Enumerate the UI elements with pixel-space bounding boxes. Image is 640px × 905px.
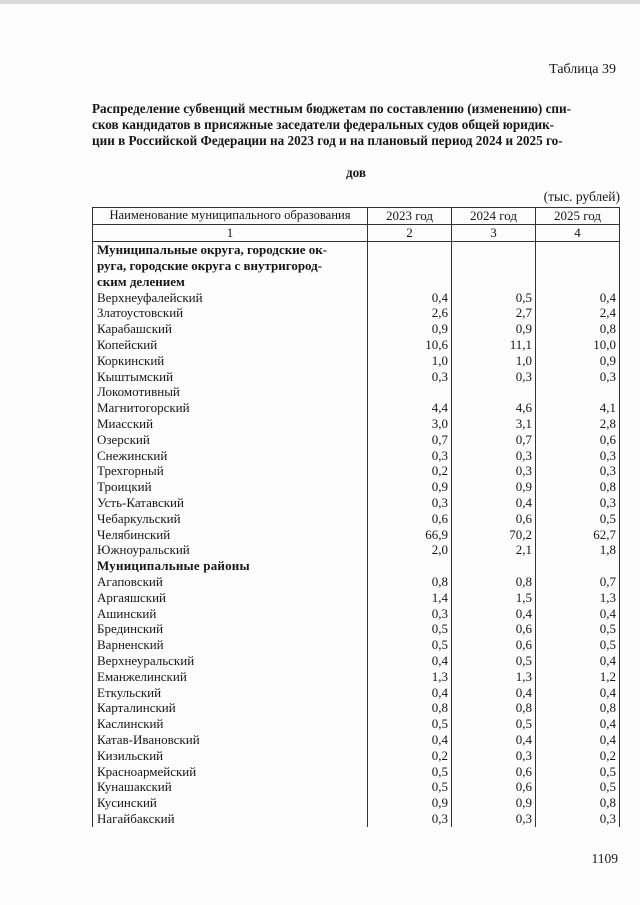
table-row <box>93 337 620 353</box>
value-2023: 3,0 <box>368 416 452 432</box>
title-line: дов <box>345 165 367 180</box>
value-2025: 0,5 <box>536 621 620 637</box>
value-2023: 0,4 <box>368 685 452 701</box>
scan-edge <box>0 0 640 4</box>
municipality-name: Еманжелинский <box>93 669 368 685</box>
municipality-name: Златоустовский <box>93 305 368 321</box>
empty-cell <box>536 241 620 290</box>
value-2023: 0,9 <box>368 479 452 495</box>
value-2025: 0,3 <box>536 448 620 464</box>
header-2025: 2025 год <box>536 208 620 225</box>
value-2025: 1,3 <box>536 590 620 606</box>
value-2024: 0,6 <box>452 779 536 795</box>
table-row <box>93 527 620 543</box>
section-heading-line: ским делением <box>97 273 185 289</box>
header-row <box>93 208 620 225</box>
table-row <box>93 748 620 764</box>
table-row <box>93 479 620 495</box>
municipality-name: Южноуральский <box>93 542 368 558</box>
value-2025: 0,8 <box>536 321 620 337</box>
value-2024: 0,9 <box>452 479 536 495</box>
municipality-name: Карталинский <box>93 700 368 716</box>
value-2024: 0,6 <box>452 637 536 653</box>
section-heading: Муниципальные районы <box>93 558 368 574</box>
municipality-name: Красноармейский <box>93 764 368 780</box>
value-2025: 0,8 <box>536 479 620 495</box>
title-line: ции в Российской Федерации на 2023 год и на плановый период 2024 и 2025 го- <box>92 133 563 148</box>
header-2023: 2023 год <box>368 208 452 225</box>
value-2025: 1,8 <box>536 542 620 558</box>
value-2024 <box>452 384 536 400</box>
value-2025: 0,3 <box>536 369 620 385</box>
value-2024: 0,9 <box>452 321 536 337</box>
value-2025: 0,3 <box>536 463 620 479</box>
municipality-name: Аргаяшский <box>93 590 368 606</box>
section-row-municipal-districts <box>93 558 620 574</box>
header-index-2: 2 <box>368 224 452 241</box>
value-2023: 0,2 <box>368 748 452 764</box>
header-index-1: 1 <box>93 224 368 241</box>
value-2024: 1,3 <box>452 669 536 685</box>
empty-cell <box>536 558 620 574</box>
value-2024: 0,8 <box>452 700 536 716</box>
table-row <box>93 716 620 732</box>
value-2025: 0,4 <box>536 685 620 701</box>
section-heading <box>93 241 368 290</box>
municipality-name: Брединский <box>93 621 368 637</box>
value-2024: 70,2 <box>452 527 536 543</box>
table-row <box>93 463 620 479</box>
value-2024: 0,7 <box>452 432 536 448</box>
table-row <box>93 448 620 464</box>
value-2024: 0,8 <box>452 574 536 590</box>
table-row <box>93 779 620 795</box>
value-2024: 1,5 <box>452 590 536 606</box>
value-2023: 0,8 <box>368 574 452 590</box>
value-2024: 4,6 <box>452 400 536 416</box>
municipality-name: Кизильский <box>93 748 368 764</box>
header-index-3: 3 <box>452 224 536 241</box>
value-2024: 0,3 <box>452 748 536 764</box>
value-2024: 3,1 <box>452 416 536 432</box>
municipality-name: Верхнеуфалейский <box>93 290 368 306</box>
table-row <box>93 700 620 716</box>
empty-cell <box>452 241 536 290</box>
empty-cell <box>368 241 452 290</box>
value-2023: 0,9 <box>368 321 452 337</box>
value-2025: 0,3 <box>536 811 620 827</box>
municipality-name: Еткульский <box>93 685 368 701</box>
municipality-name: Кунашакский <box>93 779 368 795</box>
value-2024: 0,5 <box>452 653 536 669</box>
value-2023: 1,0 <box>368 353 452 369</box>
header-index-4: 4 <box>536 224 620 241</box>
municipality-name: Озерский <box>93 432 368 448</box>
value-2024: 0,4 <box>452 495 536 511</box>
value-2024: 0,6 <box>452 511 536 527</box>
value-2025: 2,4 <box>536 305 620 321</box>
section-heading-line: Муниципальные округа, городские ок- <box>97 241 328 257</box>
table-row <box>93 574 620 590</box>
title-line: сков кандидатов в присяжные заседатели федеральных судов общей юридик- <box>92 117 555 132</box>
table-row <box>93 384 620 400</box>
value-2023: 4,4 <box>368 400 452 416</box>
value-2023: 10,6 <box>368 337 452 353</box>
header-index-row <box>93 224 620 241</box>
value-2025: 0,4 <box>536 716 620 732</box>
value-2024: 0,3 <box>452 463 536 479</box>
table-row <box>93 621 620 637</box>
page-number: 1109 <box>591 851 618 866</box>
value-2023: 0,3 <box>368 811 452 827</box>
table-row <box>93 811 620 827</box>
value-2025: 0,8 <box>536 795 620 811</box>
municipality-name: Усть-Катавский <box>93 495 368 511</box>
value-2025 <box>536 384 620 400</box>
section-row-municipal-okrugs <box>93 241 620 290</box>
value-2025: 0,4 <box>536 290 620 306</box>
value-2024: 0,5 <box>452 290 536 306</box>
value-2025: 0,7 <box>536 574 620 590</box>
municipality-name: Челябинский <box>93 527 368 543</box>
municipality-name: Кусинский <box>93 795 368 811</box>
empty-cell <box>368 558 452 574</box>
value-2024: 0,6 <box>452 621 536 637</box>
value-2025: 0,5 <box>536 764 620 780</box>
value-2024: 0,3 <box>452 448 536 464</box>
value-2023: 0,4 <box>368 653 452 669</box>
units-label: (тыс. рублей) <box>543 189 620 204</box>
table-row <box>93 353 620 369</box>
municipality-name: Верхнеуральский <box>93 653 368 669</box>
table-row <box>93 400 620 416</box>
table-row <box>93 637 620 653</box>
value-2024: 2,7 <box>452 305 536 321</box>
value-2025: 10,0 <box>536 337 620 353</box>
value-2025: 0,5 <box>536 511 620 527</box>
table-body <box>93 241 620 827</box>
table-row <box>93 305 620 321</box>
value-2023: 0,3 <box>368 369 452 385</box>
value-2025: 0,3 <box>536 495 620 511</box>
value-2025: 2,8 <box>536 416 620 432</box>
value-2025: 0,4 <box>536 653 620 669</box>
section-heading-line: руга, городские округа с внутригород- <box>97 257 323 273</box>
value-2025: 4,1 <box>536 400 620 416</box>
value-2023: 2,0 <box>368 542 452 558</box>
municipality-name: Ашинский <box>93 606 368 622</box>
value-2024: 0,9 <box>452 795 536 811</box>
value-2023: 0,3 <box>368 495 452 511</box>
value-2024: 1,0 <box>452 353 536 369</box>
value-2024: 11,1 <box>452 337 536 353</box>
municipality-name: Снежинский <box>93 448 368 464</box>
value-2023: 0,5 <box>368 621 452 637</box>
table-row <box>93 764 620 780</box>
municipality-name: Копейский <box>93 337 368 353</box>
document-title <box>92 101 620 149</box>
value-2023: 0,6 <box>368 511 452 527</box>
value-2024: 0,4 <box>452 606 536 622</box>
value-2024: 0,4 <box>452 685 536 701</box>
table-row <box>93 685 620 701</box>
municipality-name: Чебаркульский <box>93 511 368 527</box>
value-2023: 0,3 <box>368 448 452 464</box>
municipality-name: Варненский <box>93 637 368 653</box>
value-2024: 2,1 <box>452 542 536 558</box>
municipality-name: Коркинский <box>93 353 368 369</box>
municipality-name: Трехгорный <box>93 463 368 479</box>
value-2023: 0,7 <box>368 432 452 448</box>
value-2025: 62,7 <box>536 527 620 543</box>
value-2024: 0,3 <box>452 369 536 385</box>
value-2023: 1,3 <box>368 669 452 685</box>
header-2024: 2024 год <box>452 208 536 225</box>
table-row <box>93 369 620 385</box>
value-2025: 0,5 <box>536 637 620 653</box>
value-2023: 0,9 <box>368 795 452 811</box>
value-2025: 0,2 <box>536 748 620 764</box>
municipality-name: Магнитогорский <box>93 400 368 416</box>
header-name: Наименование муниципального образования <box>93 208 368 225</box>
table-row <box>93 732 620 748</box>
value-2023: 0,8 <box>368 700 452 716</box>
table-row <box>93 542 620 558</box>
table-row <box>93 606 620 622</box>
value-2025: 0,6 <box>536 432 620 448</box>
empty-cell <box>452 558 536 574</box>
table-row <box>93 511 620 527</box>
value-2023: 1,4 <box>368 590 452 606</box>
table-label: Таблица 39 <box>549 62 616 77</box>
value-2024: 0,4 <box>452 732 536 748</box>
municipality-name: Нагайбакский <box>93 811 368 827</box>
value-2025: 0,5 <box>536 779 620 795</box>
value-2023: 0,4 <box>368 290 452 306</box>
municipality-name: Каслинский <box>93 716 368 732</box>
value-2025: 0,4 <box>536 606 620 622</box>
subvention-table <box>92 207 620 827</box>
table-row <box>93 432 620 448</box>
table-row <box>93 590 620 606</box>
table-row <box>93 495 620 511</box>
value-2023 <box>368 384 452 400</box>
municipality-name: Троицкий <box>93 479 368 495</box>
value-2024: 0,5 <box>452 716 536 732</box>
value-2023: 0,5 <box>368 716 452 732</box>
title-line: Распределение субвенций местным бюджетам по составлению (изменению) спи- <box>92 101 572 116</box>
table-row <box>93 290 620 306</box>
table-row <box>93 795 620 811</box>
value-2025: 0,9 <box>536 353 620 369</box>
table-row <box>93 416 620 432</box>
value-2023: 0,3 <box>368 606 452 622</box>
value-2023: 0,5 <box>368 637 452 653</box>
municipality-name: Карабашский <box>93 321 368 337</box>
municipality-name: Локомотивный <box>93 384 368 400</box>
value-2025: 1,2 <box>536 669 620 685</box>
municipality-name: Миасский <box>93 416 368 432</box>
value-2025: 0,4 <box>536 732 620 748</box>
value-2025: 0,8 <box>536 700 620 716</box>
value-2023: 0,5 <box>368 764 452 780</box>
municipality-name: Агаповский <box>93 574 368 590</box>
value-2023: 2,6 <box>368 305 452 321</box>
table-row <box>93 321 620 337</box>
table-row <box>93 653 620 669</box>
value-2023: 0,4 <box>368 732 452 748</box>
table-row <box>93 669 620 685</box>
value-2023: 0,2 <box>368 463 452 479</box>
municipality-name: Кыштымский <box>93 369 368 385</box>
municipality-name: Катав-Ивановский <box>93 732 368 748</box>
value-2023: 0,5 <box>368 779 452 795</box>
value-2024: 0,6 <box>452 764 536 780</box>
value-2023: 66,9 <box>368 527 452 543</box>
value-2024: 0,3 <box>452 811 536 827</box>
